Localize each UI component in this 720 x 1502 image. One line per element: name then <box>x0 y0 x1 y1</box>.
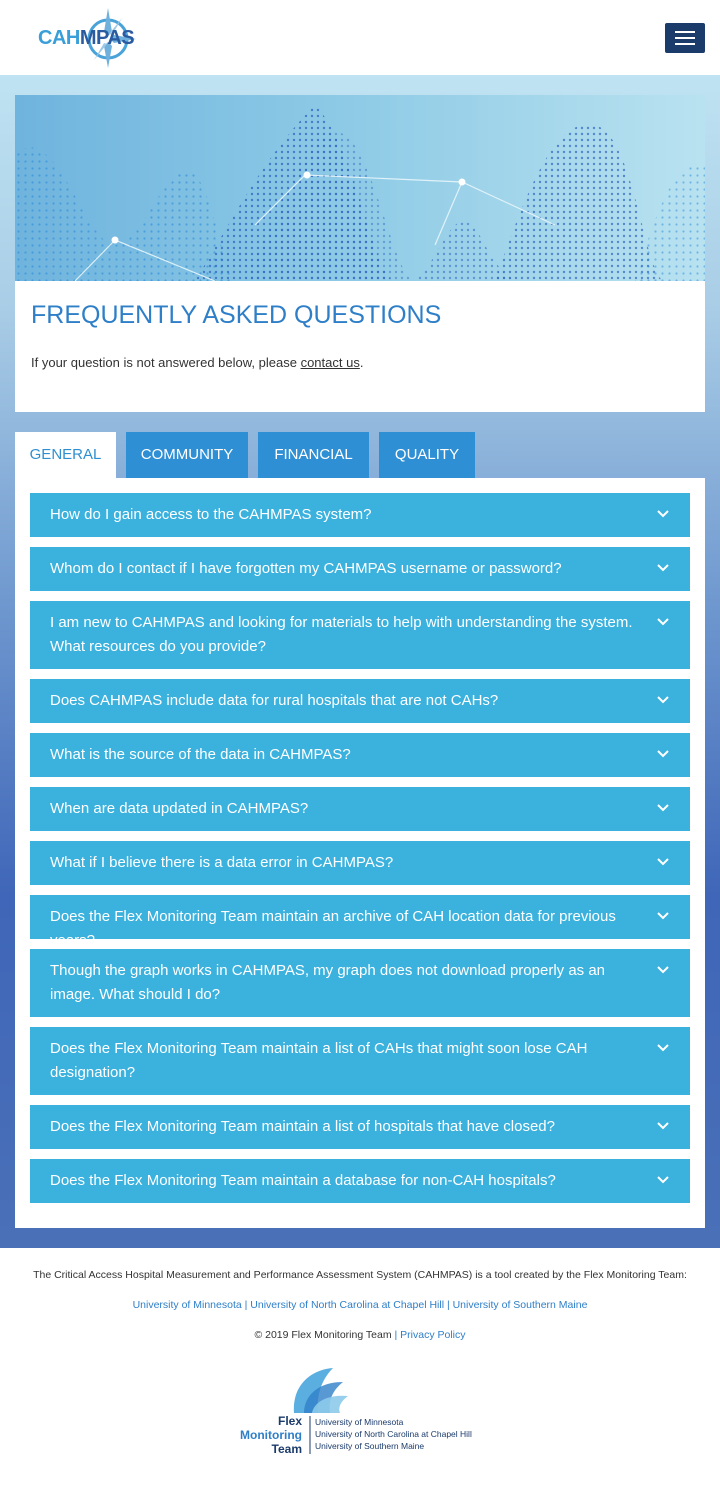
faq-question-text: Does the Flex Monitoring Team maintain a list of hospitals that have closed? <box>50 1118 555 1135</box>
footer-link-usm[interactable]: University of Southern Maine <box>452 1299 588 1311</box>
fmt-word-monitoring: Monitoring <box>240 1428 302 1442</box>
hamburger-icon <box>675 31 695 33</box>
chevron-down-icon <box>656 561 670 575</box>
faq-question-text: When are data updated in CAHMPAS? <box>50 800 309 817</box>
copyright-text: © 2019 Flex Monitoring Team <box>254 1329 392 1341</box>
logo-text-cah: CAH <box>38 27 80 49</box>
hero-banner <box>15 95 705 281</box>
tab-community[interactable]: COMMUNITY <box>126 432 248 478</box>
fmt-logo-universities <box>315 1416 472 1452</box>
faq-question-text: Though the graph works in CAHMPAS, my graph does not download properly as an image. What should I do? <box>50 962 606 1003</box>
faq-question[interactable] <box>30 679 690 723</box>
faq-question-text: Does the Flex Monitoring Team maintain a database for non-CAH hospitals? <box>50 1172 556 1189</box>
logo-text <box>38 27 134 50</box>
hamburger-icon-line <box>675 37 695 39</box>
footer-copyright <box>0 1329 720 1341</box>
logo-text-mpas: MPAS <box>79 27 135 49</box>
chevron-down-icon <box>656 963 670 977</box>
flex-monitoring-team-logo[interactable] <box>238 1368 488 1488</box>
chevron-down-icon <box>656 801 670 815</box>
tab-quality[interactable]: QUALITY <box>379 432 475 478</box>
chevron-down-icon <box>656 693 670 707</box>
chevron-down-icon <box>656 615 670 629</box>
tab-general[interactable]: GENERAL <box>15 432 116 478</box>
chevron-down-icon <box>656 909 670 923</box>
footer-separator: | <box>241 1299 251 1311</box>
footer-links <box>0 1299 720 1311</box>
hamburger-icon-line <box>675 43 695 45</box>
wave-dots-illustration <box>15 95 705 281</box>
chevron-down-icon <box>656 507 670 521</box>
faq-question[interactable] <box>30 787 690 831</box>
menu-button[interactable] <box>665 23 705 53</box>
faq-question[interactable] <box>30 949 690 1017</box>
site-header <box>0 0 720 75</box>
faq-question[interactable] <box>30 1159 690 1203</box>
cahmpas-logo[interactable] <box>30 8 140 68</box>
fmt-word-flex: Flex <box>277 1414 302 1428</box>
faq-question-text: Whom do I contact if I have forgotten my CAHMPAS username or password? <box>50 560 562 577</box>
footer-link-unc[interactable]: University of North Carolina at Chapel Hill <box>250 1299 445 1311</box>
chevron-down-icon <box>656 855 670 869</box>
page-title: FREQUENTLY ASKED QUESTIONS <box>31 301 442 329</box>
footer-separator: | <box>444 1299 453 1311</box>
faq-question-text: What is the source of the data in CAHMPAS? <box>50 746 351 763</box>
faq-question[interactable] <box>30 895 690 949</box>
intro-text-before: If your question is not answered below, please <box>31 355 301 370</box>
fmt-uni-unc: University of North Carolina at Chapel Hill <box>315 1429 472 1439</box>
faq-question-text: Does the Flex Monitoring Team maintain a list of CAHs that might soon lose CAH designation? <box>50 1040 588 1081</box>
fmt-word-team: Team <box>271 1442 302 1456</box>
intro-text <box>31 355 363 370</box>
intro-text-after: . <box>359 355 364 370</box>
chevron-down-icon <box>656 1173 670 1187</box>
faq-question-text: How do I gain access to the CAHMPAS system? <box>50 506 372 523</box>
footer-separator: | <box>391 1329 401 1341</box>
faq-question-text: What if I believe there is a data error in CAHMPAS? <box>50 854 394 871</box>
faq-question-text: Does CAHMPAS include data for rural hospitals that are not CAHs? <box>50 692 499 709</box>
faq-question[interactable] <box>30 493 690 537</box>
contact-us-link[interactable]: contact us <box>300 355 360 370</box>
fmt-uni-usm: University of Southern Maine <box>315 1441 425 1451</box>
chevron-down-icon <box>656 747 670 761</box>
faq-question-text: Does the Flex Monitoring Team maintain an archive of CAH location data for previous years? <box>50 908 616 949</box>
faq-question[interactable] <box>30 547 690 591</box>
faq-question[interactable] <box>30 1105 690 1149</box>
chevron-down-icon <box>656 1119 670 1133</box>
chevron-down-icon <box>656 1041 670 1055</box>
footer-description: The Critical Access Hospital Measurement and Performance Assessment System (CAHMPAS) is a tool created by the Flex Monitoring Team: <box>33 1269 687 1281</box>
intro-card <box>15 281 705 412</box>
faq-question[interactable] <box>30 841 690 885</box>
faq-question-text: I am new to CAHMPAS and looking for materials to help with understanding the system. What resources do you provide? <box>50 614 633 655</box>
faq-question[interactable] <box>30 1027 690 1095</box>
faq-question[interactable] <box>30 601 690 669</box>
fmt-logo-words <box>238 1414 302 1456</box>
tab-financial[interactable]: FINANCIAL <box>258 432 369 478</box>
privacy-policy-link[interactable]: Privacy Policy <box>400 1329 466 1341</box>
footer-link-umn[interactable]: University of Minnesota <box>132 1299 242 1311</box>
fmt-uni-umn: University of Minnesota <box>315 1417 404 1427</box>
faq-question[interactable] <box>30 733 690 777</box>
